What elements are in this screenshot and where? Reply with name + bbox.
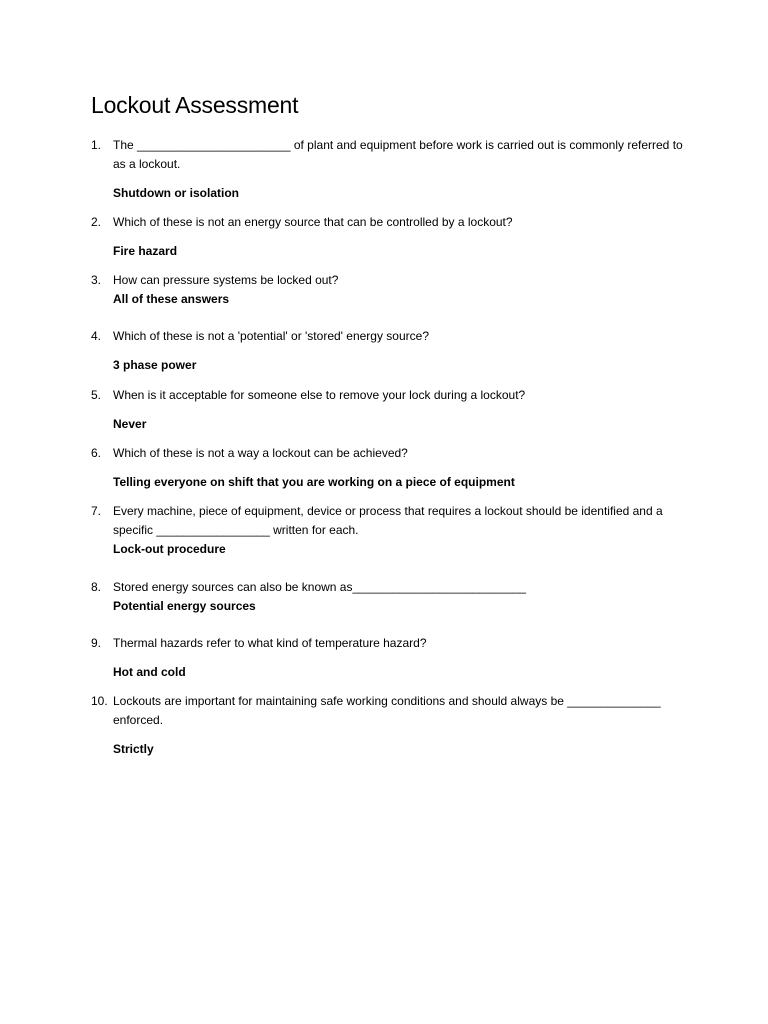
answer-text: Shutdown or isolation bbox=[113, 186, 239, 200]
answer-text: All of these answers bbox=[113, 292, 230, 306]
question-item bbox=[91, 502, 691, 559]
question-number: 5. bbox=[91, 388, 102, 402]
question-text: Which of these is not a way a lockout can be achieved? bbox=[113, 446, 408, 460]
question-text: Every machine, piece of equipment, device or process that requires a lockout should be identified and a specific _________________ written for each. bbox=[113, 504, 663, 537]
answer-text: 3 phase power bbox=[113, 358, 197, 372]
question-text: The _______________________ of plant and equipment before work is carried out is commonly referred to as a lockout. bbox=[113, 138, 683, 171]
question-text: Thermal hazards refer to what kind of temperature hazard? bbox=[113, 636, 427, 650]
question-number: 9. bbox=[91, 636, 102, 650]
question-number: 10. bbox=[91, 694, 108, 708]
question-number: 6. bbox=[91, 446, 102, 460]
question-item bbox=[91, 386, 691, 434]
answer-text: Never bbox=[113, 417, 147, 431]
answer-text: Strictly bbox=[113, 742, 154, 756]
question-text: Which of these is not a 'potential' or 'stored' energy source? bbox=[113, 329, 430, 343]
answer-text: Potential energy sources bbox=[113, 599, 256, 613]
question-text: Lockouts are important for maintaining safe working conditions and should always be ______________ enforced. bbox=[113, 694, 661, 727]
page-title: Lockout Assessment bbox=[91, 92, 299, 118]
question-item bbox=[91, 213, 691, 261]
question-item bbox=[91, 578, 691, 616]
question-text: Stored energy sources can also be known as__________________________ bbox=[113, 580, 526, 594]
answer-text: Hot and cold bbox=[113, 665, 186, 679]
question-item bbox=[91, 327, 691, 375]
question-number: 8. bbox=[91, 580, 102, 594]
question-text: Which of these is not an energy source that can be controlled by a lockout? bbox=[113, 215, 513, 229]
question-number: 1. bbox=[91, 138, 102, 152]
question-text: How can pressure systems be locked out? bbox=[113, 273, 339, 287]
answer-text: Telling everyone on shift that you are working on a piece of equipment bbox=[113, 475, 515, 489]
question-number: 3. bbox=[91, 273, 102, 287]
question-text: When is it acceptable for someone else to remove your lock during a lockout? bbox=[113, 388, 526, 402]
question-number: 2. bbox=[91, 215, 102, 229]
question-item bbox=[91, 271, 691, 309]
question-item bbox=[91, 136, 691, 203]
question-item bbox=[91, 444, 691, 492]
question-number: 4. bbox=[91, 329, 102, 343]
answer-text: Fire hazard bbox=[113, 244, 178, 258]
question-item bbox=[91, 692, 691, 759]
question-item bbox=[91, 634, 691, 682]
answer-text: Lock-out procedure bbox=[113, 542, 226, 556]
question-number: 7. bbox=[91, 504, 102, 518]
